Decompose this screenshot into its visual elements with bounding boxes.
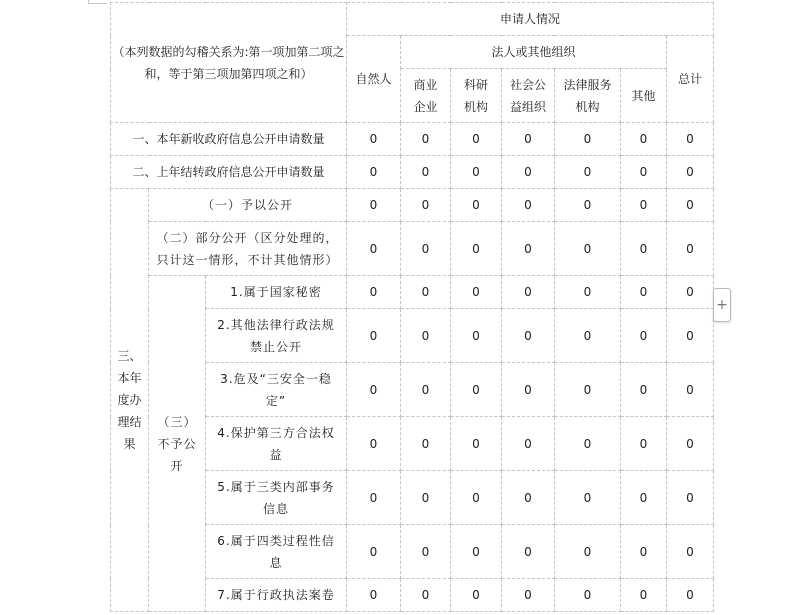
row-label-text: 6.属于四类过程性信 息: [217, 533, 335, 570]
row-label-new-applications: [111, 123, 347, 156]
value-cell-other: 0: [621, 417, 667, 471]
value-cell-legal-service: 0: [555, 363, 621, 417]
legal-entity-label: 法人或其他组织: [491, 45, 576, 59]
sub-column-label: 商业 企业: [413, 77, 438, 114]
value-cell-business: 0: [401, 123, 451, 156]
value-cell-research: 0: [451, 123, 502, 156]
value-cell-social-welfare: 0: [502, 222, 555, 276]
value-cell-research: 0: [451, 471, 502, 525]
row-label-n3: [206, 363, 347, 417]
value-cell-total: 0: [667, 276, 714, 309]
value-cell-research: 0: [451, 309, 502, 363]
value-cell-legal-service: 0: [555, 123, 621, 156]
row-label-text: 7.属于行政执法案卷: [217, 588, 335, 602]
value-cell-research: 0: [451, 579, 502, 612]
value-cell-natural-person: 0: [347, 309, 401, 363]
value-cell-legal-service: 0: [555, 309, 621, 363]
value-cell-natural-person: 0: [347, 525, 401, 579]
value-cell-other: 0: [621, 525, 667, 579]
value-cell-business: 0: [401, 471, 451, 525]
value-cell-other: 0: [621, 309, 667, 363]
value-cell-natural-person: 0: [347, 363, 401, 417]
value-cell-total: 0: [667, 189, 714, 222]
value-cell-business: 0: [401, 525, 451, 579]
value-cell-total: 0: [667, 471, 714, 525]
section3-text: 三、 本年 度办 理结 果: [117, 349, 142, 451]
value-cell-natural-person: 0: [347, 123, 401, 156]
value-cell-total: 0: [667, 363, 714, 417]
table-row-n1: [111, 276, 714, 309]
value-cell-total: 0: [667, 222, 714, 276]
section3-label: [111, 189, 149, 612]
value-cell-business: 0: [401, 309, 451, 363]
sub-column-other-org: [621, 69, 667, 123]
value-cell-natural-person: 0: [347, 579, 401, 612]
value-cell-other: 0: [621, 579, 667, 612]
value-cell-social-welfare: 0: [502, 123, 555, 156]
row-label-text: 二、上年结转政府信息公开申请数量: [132, 165, 325, 179]
row-label-n1: [206, 276, 347, 309]
table-note: （本列数据的勾稽关系为:第一项加第二项之和，等于第三项加第四项之和）: [112, 44, 345, 81]
value-cell-total: 0: [667, 123, 714, 156]
value-cell-business: 0: [401, 363, 451, 417]
row-label-open: [149, 189, 347, 222]
value-cell-legal-service: 0: [555, 222, 621, 276]
applicant-situation-label: 申请人情况: [499, 12, 560, 26]
sub-column-label: 其他: [631, 88, 656, 103]
table-row-partial: [111, 222, 714, 276]
value-cell-social-welfare: 0: [502, 417, 555, 471]
value-cell-research: 0: [451, 363, 502, 417]
value-cell-legal-service: 0: [555, 579, 621, 612]
value-cell-total: 0: [667, 579, 714, 612]
page-corner-mark: [88, 0, 107, 4]
value-cell-social-welfare: 0: [502, 309, 555, 363]
applicant-situation-header: [347, 3, 714, 36]
sub-column-research-institution: [451, 69, 502, 123]
value-cell-social-welfare: 0: [502, 189, 555, 222]
value-cell-legal-service: 0: [555, 276, 621, 309]
value-cell-business: 0: [401, 189, 451, 222]
value-cell-other: 0: [621, 123, 667, 156]
value-cell-research: 0: [451, 156, 502, 189]
value-cell-other: 0: [621, 189, 667, 222]
value-cell-legal-service: 0: [555, 471, 621, 525]
table-row-carried-over: [111, 156, 714, 189]
row-label-text: （一）予以公开: [201, 198, 293, 212]
value-cell-research: 0: [451, 276, 502, 309]
add-row-button[interactable]: [713, 288, 731, 322]
value-cell-other: 0: [621, 222, 667, 276]
table-row-new-applications: [111, 123, 714, 156]
value-cell-natural-person: 0: [347, 156, 401, 189]
value-cell-research: 0: [451, 525, 502, 579]
value-cell-natural-person: 0: [347, 417, 401, 471]
legal-entity-header: [401, 36, 667, 69]
value-cell-legal-service: 0: [555, 156, 621, 189]
value-cell-natural-person: 0: [347, 471, 401, 525]
not-open-text: （三） 不予公 开: [157, 414, 197, 473]
value-cell-business: 0: [401, 579, 451, 612]
natural-person-label: 自然人: [355, 72, 392, 86]
value-cell-total: 0: [667, 309, 714, 363]
row-label-text: 5.属于三类内部事务 信息: [217, 479, 335, 516]
value-cell-business: 0: [401, 276, 451, 309]
row-label-carried-over: [111, 156, 347, 189]
value-cell-natural-person: 0: [347, 276, 401, 309]
row-label-text: 1.属于国家秘密: [230, 285, 322, 299]
row-label-n6: [206, 525, 347, 579]
total-header: [667, 36, 714, 123]
value-cell-social-welfare: 0: [502, 471, 555, 525]
natural-person-header: [347, 36, 401, 123]
row-label-partial: [149, 222, 347, 276]
row-label-n7: [206, 579, 347, 612]
value-cell-business: 0: [401, 156, 451, 189]
sub-column-label: 科研 机构: [463, 77, 488, 114]
value-cell-research: 0: [451, 222, 502, 276]
row-label-text: （二）部分公开（区分处理的， 只计这一情形，不计其他情形）: [156, 230, 339, 267]
sub-column-label: 法律服务 机构: [563, 77, 612, 114]
value-cell-total: 0: [667, 525, 714, 579]
value-cell-legal-service: 0: [555, 525, 621, 579]
not-open-group-label: [149, 276, 206, 612]
row-label-n4: [206, 417, 347, 471]
sub-column-label: 社会公 益组织: [509, 77, 546, 114]
value-cell-social-welfare: 0: [502, 156, 555, 189]
value-cell-other: 0: [621, 363, 667, 417]
value-cell-total: 0: [667, 417, 714, 471]
row-label-text: 一、本年新收政府信息公开申请数量: [132, 132, 325, 146]
value-cell-social-welfare: 0: [502, 579, 555, 612]
value-cell-social-welfare: 0: [502, 363, 555, 417]
value-cell-business: 0: [401, 222, 451, 276]
value-cell-other: 0: [621, 471, 667, 525]
value-cell-legal-service: 0: [555, 189, 621, 222]
value-cell-research: 0: [451, 189, 502, 222]
sub-column-business-enterprise: [401, 69, 451, 123]
value-cell-research: 0: [451, 417, 502, 471]
value-cell-total: 0: [667, 156, 714, 189]
row-label-text: 3.危及“三安全一稳 定”: [220, 371, 332, 408]
sub-column-social-welfare-org: [502, 69, 555, 123]
row-label-text: 2.其他法律行政法规 禁止公开: [217, 317, 335, 354]
value-cell-natural-person: 0: [347, 189, 401, 222]
value-cell-social-welfare: 0: [502, 525, 555, 579]
value-cell-other: 0: [621, 156, 667, 189]
total-label: 总计: [677, 72, 702, 86]
value-cell-legal-service: 0: [555, 417, 621, 471]
value-cell-business: 0: [401, 417, 451, 471]
sub-column-legal-service-org: [555, 69, 621, 123]
row-label-n5: [206, 471, 347, 525]
plus-icon: +: [716, 297, 728, 313]
gov-info-disclosure-table: [110, 2, 714, 612]
row-label-text: 4.保护第三方合法权 益: [217, 425, 335, 462]
table-row-open: [111, 189, 714, 222]
value-cell-other: 0: [621, 276, 667, 309]
value-cell-natural-person: 0: [347, 222, 401, 276]
value-cell-social-welfare: 0: [502, 276, 555, 309]
table-note-cell: [111, 3, 347, 123]
row-label-n2: [206, 309, 347, 363]
